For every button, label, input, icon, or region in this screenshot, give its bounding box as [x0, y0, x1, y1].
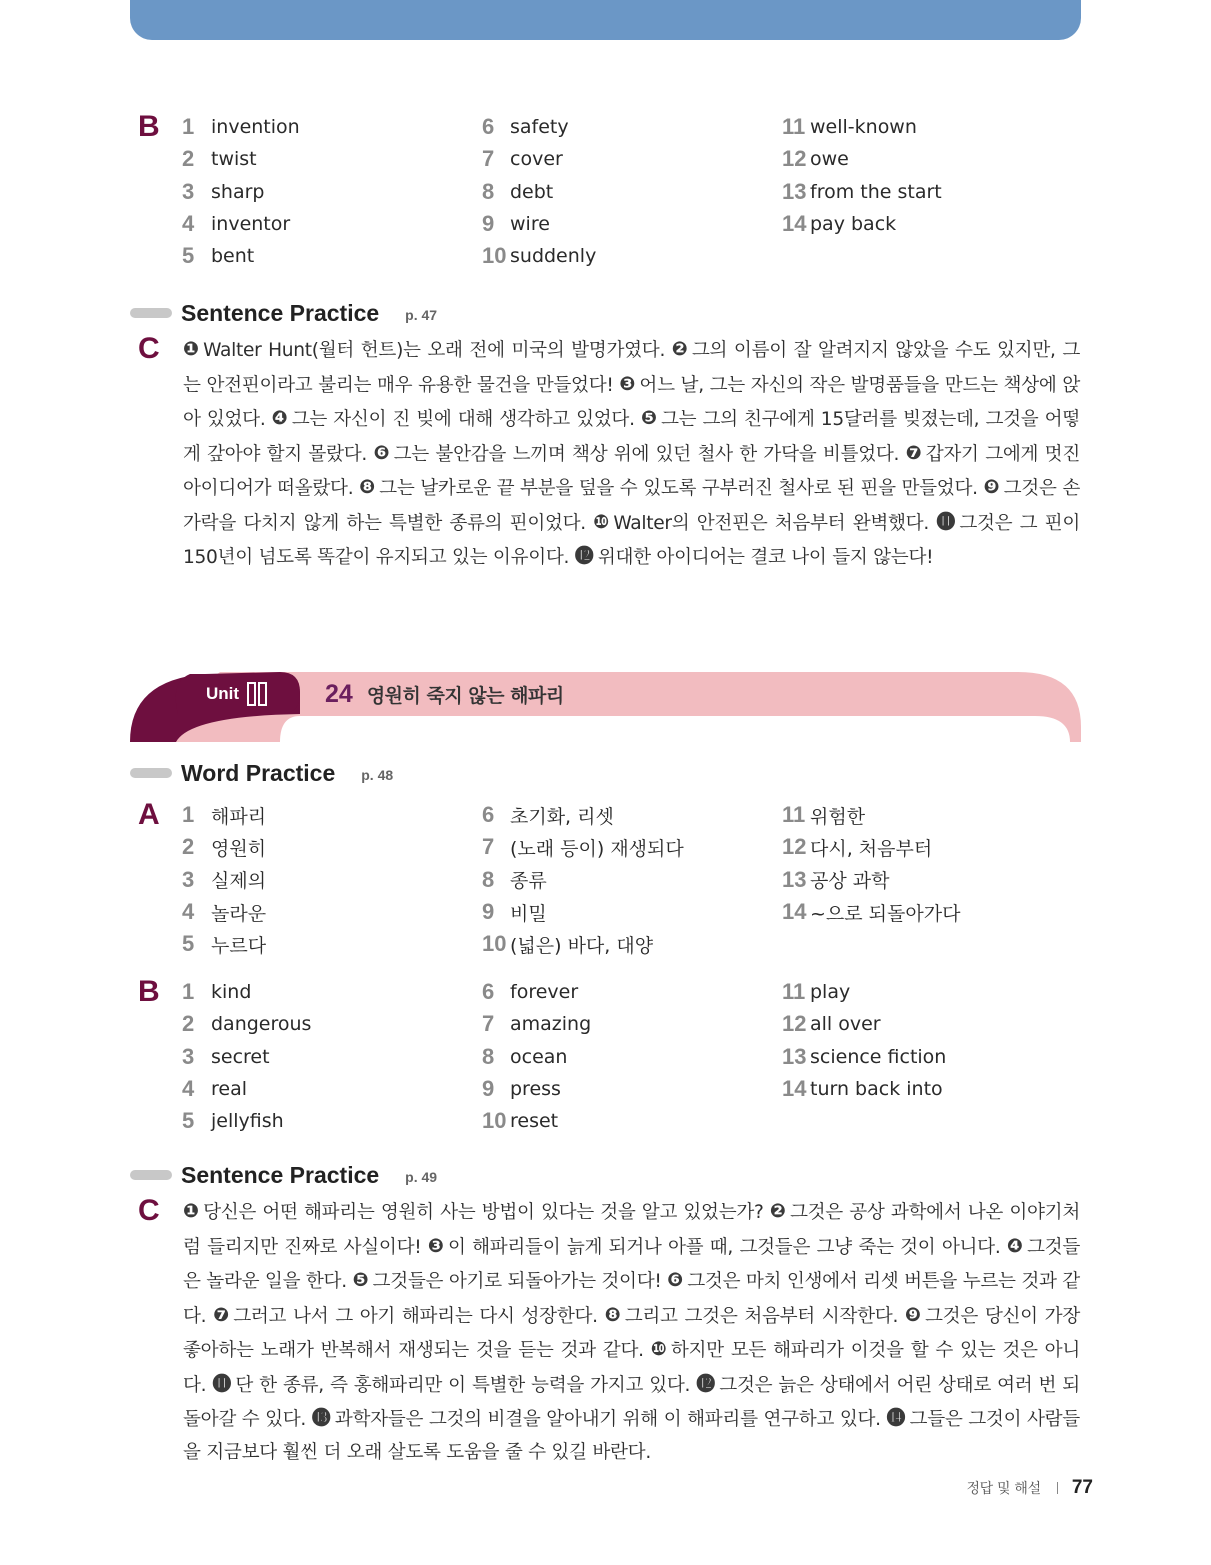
item-text: (노래 등이) 재생되다	[510, 837, 684, 860]
item-text: forever	[510, 981, 579, 1004]
sentence-number-icon: ❻	[373, 441, 390, 464]
sentence-text: 그는 불안감을 느끼며 책상 위에 있던 철사 한 가닥을 비틀었다.	[393, 443, 900, 465]
word-item	[482, 864, 684, 896]
item-text: turn back into	[810, 1078, 943, 1101]
word-item	[182, 111, 300, 143]
footer-divider	[1057, 1482, 1058, 1494]
item-number: 2	[182, 146, 195, 172]
word-item	[782, 976, 946, 1008]
item-number: 3	[182, 1043, 195, 1069]
sentence-number-icon: ❺	[352, 1269, 369, 1291]
item-number: 13	[782, 1043, 807, 1069]
sentence-text: 그것은 그 핀이 150년이 넘도록 똑같이 유지되고 있는 이유이다.	[183, 512, 1080, 568]
section-title: Sentence Practice	[181, 1161, 380, 1188]
sentence	[593, 510, 929, 534]
sentence-text: 그의 이름이 잘 알려지지 않았을 수도 있지만, 그는 안전핀이라고 불리는 매우 유용한 물건을 만들었다!	[183, 340, 1080, 396]
word-item	[782, 831, 960, 863]
item-text: sharp	[211, 180, 265, 203]
unit-banner	[130, 672, 1081, 742]
sentence-number-icon: ❾	[904, 1303, 922, 1326]
sentence-number-icon: ❸	[619, 372, 636, 395]
item-text: 실제의	[211, 870, 267, 893]
sentence-text: 그들은 그것이 사람들을 지금보다 훨씬 더 오래 살도록 도움을 줄 수 있길 바란다.	[183, 1409, 1080, 1463]
item-number: 6	[482, 114, 495, 140]
word-item	[782, 111, 942, 143]
section-letter-a: A	[138, 798, 160, 831]
word-item	[182, 1041, 311, 1073]
item-text: twist	[211, 148, 257, 171]
sentence-text: 하지만 모든 해파리가 이것을 할 수 있는 것은 아니다.	[183, 1340, 1080, 1396]
sentence-text: 갑자기 그에게 멋진 아이디어가 떠올랐다.	[183, 443, 1080, 499]
item-text: well-known	[810, 116, 917, 139]
item-text: suddenly	[510, 245, 597, 268]
item-text: reset	[510, 1110, 559, 1133]
sentence-number-icon: ❷	[769, 1200, 786, 1222]
sentence	[427, 1234, 1001, 1258]
item-text: 다시, 처음부터	[810, 837, 933, 860]
word-item	[182, 176, 300, 208]
sentence-text: 단 한 종류, 즉 홍해파리만 이 특별한 능력을 가지고 있다.	[235, 1374, 691, 1396]
sentence-text: 그것들은 놀라운 일을 한다.	[183, 1236, 1080, 1292]
word-item	[782, 1008, 946, 1040]
sentence-number-icon: ⓮	[886, 1407, 906, 1429]
word-item	[182, 1105, 311, 1137]
sentence-number-icon: ⓬	[574, 545, 594, 567]
item-text: 해파리	[211, 805, 267, 828]
sentence	[213, 1303, 598, 1327]
sentence	[359, 478, 978, 499]
item-text: wire	[510, 213, 550, 236]
sentence-number-icon: ❽	[359, 476, 376, 498]
section-letter-b: B	[138, 110, 160, 143]
footer-label: 정답 및 해설	[966, 1481, 1041, 1497]
sentence-number-icon: ❸	[427, 1234, 444, 1257]
item-text: 비밀	[510, 902, 547, 925]
item-number: 10	[482, 1108, 507, 1134]
sentence-text: 그것들은 아기로 되돌아가는 것이다!	[372, 1271, 662, 1292]
item-number: 4	[182, 1076, 195, 1102]
top-banner	[130, 0, 1081, 40]
item-number: 6	[482, 979, 495, 1005]
word-column	[482, 799, 684, 960]
page-reference: p. 47	[405, 306, 438, 323]
sentence-number-icon: ⓫	[936, 510, 956, 533]
word-item	[482, 143, 596, 175]
header-pill	[130, 308, 172, 318]
sentence-text: 그것은 손가락을 다치지 않게 하는 특별한 종류의 핀이었다.	[183, 478, 1080, 534]
word-column	[182, 976, 311, 1137]
item-number: 5	[182, 931, 195, 957]
item-text: ~으로 되돌아가다	[810, 902, 961, 925]
item-number: 9	[482, 899, 495, 925]
word-item	[482, 831, 684, 863]
sentence-text: 그리고 그것은 처음부터 시작한다.	[624, 1305, 899, 1327]
sentence	[373, 441, 900, 465]
item-number: 13	[782, 866, 807, 892]
item-number: 8	[482, 178, 495, 204]
word-item	[482, 1105, 591, 1137]
item-number: 12	[782, 1011, 807, 1037]
item-number: 8	[482, 866, 495, 892]
word-item	[182, 1073, 311, 1105]
item-text: invention	[211, 116, 300, 139]
sentence-text: 그것은 당신이 가장 좋아하는 노래가 반복해서 재생되는 것을 듣는 것과 같다.	[183, 1305, 1080, 1361]
word-column	[182, 111, 300, 272]
item-text: debt	[510, 180, 554, 203]
item-text: press	[510, 1078, 561, 1101]
word-item	[182, 208, 300, 240]
word-item	[182, 928, 266, 960]
item-number: 4	[182, 211, 195, 237]
word-column	[182, 799, 266, 960]
sentence	[604, 1303, 899, 1327]
item-number: 7	[482, 146, 495, 172]
word-item	[482, 896, 684, 928]
item-text: owe	[810, 148, 849, 171]
sentence	[575, 547, 933, 568]
page-reference: p. 48	[361, 766, 394, 783]
item-number: 4	[182, 899, 195, 925]
item-text: dangerous	[211, 1013, 312, 1036]
word-item	[182, 976, 311, 1008]
sentence	[183, 1202, 764, 1223]
unit-label	[206, 682, 267, 706]
item-number: 9	[482, 211, 495, 237]
item-text: secret	[211, 1045, 270, 1068]
word-item	[482, 240, 596, 272]
item-number: 8	[482, 1043, 495, 1069]
item-number: 13	[782, 178, 807, 204]
sentence-number-icon: ❺	[640, 407, 657, 429]
sentence-translation-c-top	[138, 332, 1088, 568]
item-number: 1	[182, 802, 195, 828]
word-item	[782, 896, 960, 928]
item-text: science fiction	[810, 1045, 947, 1068]
sentence-number-icon: ❻	[667, 1269, 684, 1291]
word-item	[482, 928, 684, 960]
sentence-text: 그는 자신이 진 빚에 대해 생각하고 있었다.	[291, 409, 635, 430]
sentence-text: 과학자들은 그것의 비결을 알아내기 위해 이 해파리를 연구하고 있다.	[334, 1409, 881, 1430]
word-item	[782, 1073, 946, 1105]
sentence-number-icon: ❾	[983, 476, 1000, 498]
word-item	[182, 896, 266, 928]
item-text: safety	[510, 116, 569, 139]
word-item	[482, 208, 596, 240]
unit-word: Unit	[206, 684, 240, 703]
item-text: all over	[810, 1013, 881, 1036]
word-item	[182, 1008, 311, 1040]
word-item	[782, 864, 960, 896]
item-text: pay back	[810, 213, 897, 236]
item-text: jellyfish	[211, 1110, 284, 1133]
sentence-text: 이 해파리들이 늙게 되거나 아플 때, 그것들은 그냥 죽는 것이 아니다.	[447, 1236, 1001, 1258]
word-item	[482, 176, 596, 208]
sentence-text: Walter Hunt(월터 헌트)는 오래 전에 미국의 발명가였다.	[203, 340, 666, 361]
sentence-text: 그것은 늙은 상태에서 어린 상태로 여러 번 되돌아갈 수 있다.	[183, 1374, 1080, 1430]
sentence-text: Walter의 안전핀은 처음부터 완벽했다.	[613, 512, 929, 534]
sentence-number-icon: ⓬	[696, 1372, 716, 1395]
lesson-title-text: 영원히 죽지 않는 해파리	[366, 684, 564, 707]
sentence-number-icon: ❷	[671, 338, 688, 360]
word-list-a	[138, 799, 1098, 964]
item-number: 14	[782, 211, 807, 237]
word-item	[482, 111, 596, 143]
item-number: 1	[182, 114, 195, 140]
sentence-number-icon: ❹	[271, 407, 288, 429]
page-number: 77	[1071, 1477, 1093, 1498]
section-letter-c: C	[138, 332, 160, 365]
lesson-title	[325, 680, 564, 708]
word-practice-header	[130, 758, 393, 788]
item-number: 12	[782, 834, 807, 860]
item-number: 14	[782, 899, 807, 925]
sentence-text: 그것은 공상 과학에서 나온 이야기처럼 들리지만 진짜로 사실이다!	[183, 1202, 1080, 1258]
unit-digit	[247, 682, 256, 706]
word-list-b	[138, 976, 1098, 1141]
sentence-number-icon: ❼	[905, 441, 922, 464]
word-item	[782, 176, 942, 208]
sentence-number-icon: ❶	[183, 1200, 200, 1222]
word-item	[782, 143, 942, 175]
translation-paragraph	[183, 333, 1080, 575]
word-item	[482, 1041, 591, 1073]
sentence-number-icon: ❿	[593, 510, 610, 533]
item-text: kind	[211, 981, 252, 1004]
word-item	[782, 799, 960, 831]
item-text: play	[810, 981, 851, 1004]
sentence	[352, 1271, 661, 1292]
section-title: Word Practice	[181, 759, 336, 786]
sentence-text: 어느 날, 그는 자신의 작은 발명품들을 만드는 책상에 앉아 있었다.	[183, 374, 1080, 430]
item-number: 12	[782, 146, 807, 172]
item-number: 7	[482, 834, 495, 860]
item-number: 11	[782, 114, 806, 140]
word-item	[482, 1008, 591, 1040]
item-number: 10	[482, 243, 507, 269]
item-text: 위험한	[810, 805, 866, 828]
word-item	[182, 240, 300, 272]
item-text: from the start	[810, 180, 942, 203]
word-item	[782, 1041, 946, 1073]
item-text: real	[211, 1078, 248, 1101]
item-number: 5	[182, 243, 195, 269]
item-text: inventor	[211, 213, 291, 236]
word-list-b-top	[138, 111, 1098, 276]
sentence-number-icon: ❹	[1006, 1234, 1023, 1257]
sentence-number-icon: ⓭	[311, 1407, 331, 1429]
lesson-number: 24	[325, 679, 353, 708]
word-item	[182, 864, 266, 896]
word-item	[482, 976, 591, 1008]
word-column	[782, 976, 946, 1105]
sentence-translation-c	[138, 1194, 1088, 1463]
sentence-text: 그는 그의 친구에게 15달러를 빚졌는데, 그것을 어떻게 갚아야 할지 몰랐다.	[183, 409, 1080, 465]
page-reference: p. 49	[405, 1168, 438, 1185]
sentence-number-icon: ❿	[650, 1338, 667, 1360]
word-column	[782, 111, 942, 240]
item-text: amazing	[510, 1013, 592, 1036]
item-number: 1	[182, 979, 195, 1005]
sentence-number-icon: ⓫	[212, 1372, 232, 1395]
unit-digit	[258, 682, 267, 706]
item-text: 공상 과학	[810, 870, 890, 893]
item-number: 7	[482, 1011, 495, 1037]
item-text: 누르다	[211, 934, 267, 957]
sentence-practice-header	[130, 1160, 437, 1190]
item-number: 2	[182, 834, 195, 860]
section-letter-b: B	[138, 975, 160, 1008]
word-column	[482, 976, 591, 1137]
sentence-text: 위대한 아이디어는 결코 나이 들지 않는다!	[597, 547, 934, 568]
word-column	[482, 111, 596, 272]
word-item	[182, 143, 300, 175]
word-item	[482, 1073, 591, 1105]
item-text: (넓은) 바다, 대양	[510, 934, 654, 957]
header-pill	[130, 1170, 172, 1180]
sentence-text: 그러고 나서 그 아기 해파리는 다시 성장한다.	[233, 1305, 598, 1327]
unit-number	[247, 682, 267, 706]
sentence-number-icon: ❼	[213, 1303, 230, 1326]
section-letter-c: C	[138, 1194, 160, 1227]
header-pill	[130, 768, 172, 778]
item-number: 3	[182, 178, 195, 204]
word-column	[782, 799, 960, 928]
sentence	[312, 1409, 881, 1430]
item-number: 5	[182, 1108, 195, 1134]
item-text: 영원히	[211, 837, 267, 860]
sentence-number-icon: ❶	[183, 338, 200, 360]
section-title: Sentence Practice	[181, 299, 380, 326]
word-item	[182, 831, 266, 863]
word-item	[482, 799, 684, 831]
item-text: cover	[510, 148, 563, 171]
sentence	[183, 340, 665, 361]
item-number: 3	[182, 866, 195, 892]
item-number: 6	[482, 802, 495, 828]
item-text: 종류	[510, 870, 547, 893]
item-text: 놀라운	[211, 902, 267, 925]
sentence-text: 그는 날카로운 끝 부분을 덮을 수 있도록 구부러진 철사로 된 핀을 만들었다.	[379, 478, 978, 499]
item-number: 11	[782, 802, 806, 828]
translation-paragraph	[183, 1195, 1080, 1469]
item-number: 2	[182, 1011, 195, 1037]
item-text: ocean	[510, 1045, 568, 1068]
item-number: 9	[482, 1076, 495, 1102]
sentence-number-icon: ❽	[604, 1303, 621, 1326]
item-text: bent	[211, 245, 255, 268]
word-item	[782, 208, 942, 240]
sentence	[272, 409, 635, 430]
item-number: 14	[782, 1076, 807, 1102]
sentence-practice-header	[130, 298, 437, 328]
item-number: 10	[482, 931, 507, 957]
item-text: 초기화, 리셋	[510, 805, 614, 828]
sentence-text: 그것은 마치 인생에서 리셋 버튼을 누르는 것과 같다.	[183, 1271, 1080, 1327]
sentence	[212, 1372, 691, 1396]
word-item	[182, 799, 266, 831]
page-footer	[966, 1475, 1093, 1501]
sentence-text: 당신은 어떤 해파리는 영원히 사는 방법이 있다는 것을 알고 있었는가?	[203, 1202, 764, 1223]
item-number: 11	[782, 979, 806, 1005]
